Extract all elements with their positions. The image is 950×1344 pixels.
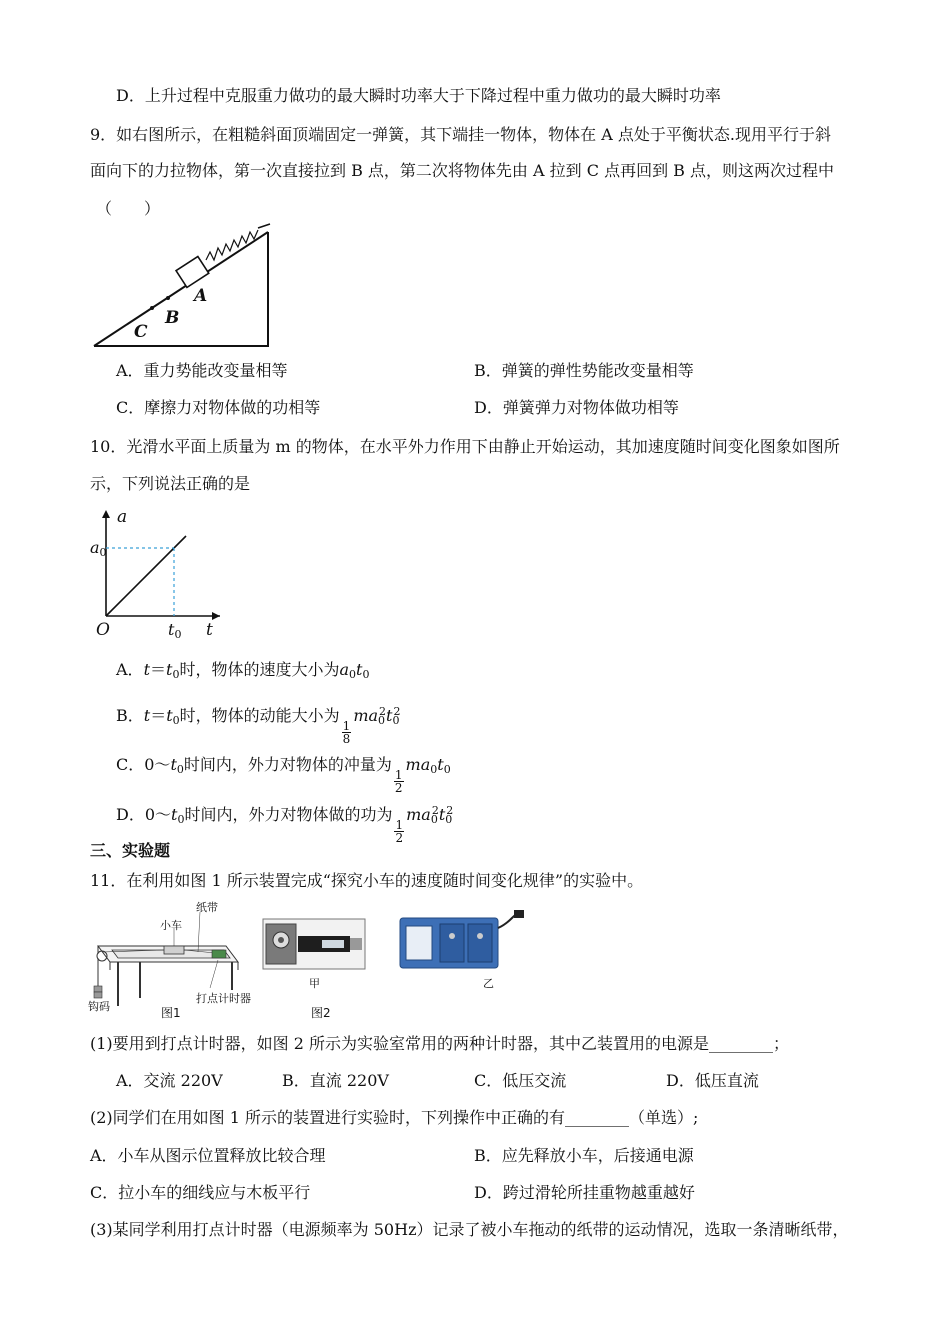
q9-option-a: A．重力势能改变量相等 bbox=[116, 361, 288, 380]
q10-y-axis-label: a bbox=[117, 507, 128, 527]
q11-part2-option-b: B．应先释放小车，后接通电源 bbox=[474, 1146, 694, 1165]
q11-fig1-label-cart: 小车 bbox=[160, 919, 182, 932]
q11-fig1-label-weight: 钩码 bbox=[88, 1000, 110, 1013]
q11-intro: 11．在利用如图 1 所示装置完成“探究小车的速度随时间变化规律”的实验中。 bbox=[90, 871, 644, 890]
q11-figure-2-yi-device bbox=[396, 908, 526, 972]
q11-fig2-label-jia: 甲 bbox=[309, 977, 320, 990]
q9-option-b: B．弹簧的弹性势能改变量相等 bbox=[474, 361, 694, 380]
q9-incline-figure bbox=[88, 222, 278, 352]
q11-fig2-caption: 图2 bbox=[311, 1006, 331, 1020]
q10-origin-label: O bbox=[96, 620, 110, 640]
q10-option-b: B．$t=t_0$时，物体的动能大小为 $\frac{1}{8}$ $ma_0^2t_0^2$ bbox=[116, 705, 401, 746]
q9-stem-line2: 面向下的力拉物体，第一次直接拉到 B 点，第二次将物体先由 A 拉到 C 点再回到 B 点，则这两次过程中 bbox=[90, 161, 835, 180]
q9-label-b: B bbox=[165, 308, 180, 328]
q9-label-a: A bbox=[194, 286, 208, 306]
q10-option-d: D．$0\sim t_0$时间内，外力对物体做的功为 $\frac{1}{2}$ $ma_0^2t_0^2$ bbox=[116, 804, 454, 845]
q11-part2-option-c: C．拉小车的细线应与木板平行 bbox=[90, 1183, 311, 1202]
q11-part2: (2)同学们在用如图 1 所示的装置进行实验时，下列操作中正确的有________（单选）; bbox=[90, 1108, 699, 1127]
q10-stem-line1: 10．光滑水平面上质量为 m 的物体，在水平外力作用下由静止开始运动，其加速度随时间变化图象如图所 bbox=[90, 437, 840, 456]
q11-fig1-label-tape: 纸带 bbox=[196, 901, 218, 914]
q11-part1: (1)要用到打点计时器，如图 2 所示为实验室常用的两种计时器，其中乙装置用的电源是________； bbox=[90, 1034, 790, 1053]
q11-fig1-caption: 图1 bbox=[161, 1006, 181, 1020]
q11-fig1-label-timer: 打点计时器 bbox=[196, 992, 251, 1005]
q8-option-d: D．上升过程中克服重力做功的最大瞬时功率大于下降过程中重力做功的最大瞬时功率 bbox=[116, 86, 721, 105]
q11-part1-option-d: D．低压直流 bbox=[666, 1071, 759, 1090]
q11-part1-option-b: B．直流 220V bbox=[282, 1071, 389, 1090]
q11-fig2-label-yi: 乙 bbox=[483, 977, 494, 990]
q9-label-c: C bbox=[134, 322, 148, 342]
q11-figure-2-jia-device bbox=[262, 918, 366, 970]
q11-part2-option-d: D．跨过滑轮所挂重物越重越好 bbox=[474, 1183, 695, 1202]
q11-part1-option-c: C．低压交流 bbox=[474, 1071, 567, 1090]
q10-x-axis-label: t bbox=[206, 620, 213, 640]
q9-stem-line1: 9．如右图所示，在粗糙斜面顶端固定一弹簧，其下端挂一物体，物体在 A 点处于平衡状态.现用平行于斜 bbox=[90, 125, 831, 144]
q10-option-a: A．$t=t_0$时，物体的速度大小为$a_0t_0$ bbox=[116, 660, 370, 681]
section-title-experiment: 三、实验题 bbox=[90, 841, 171, 860]
q9-option-d: D．弹簧弹力对物体做功相等 bbox=[474, 398, 679, 417]
q9-answer-blank: （ ） bbox=[96, 199, 161, 218]
q10-stem-line2: 示，下列说法正确的是 bbox=[90, 474, 251, 493]
q11-part2-option-a: A．小车从图示位置释放比较合理 bbox=[90, 1146, 326, 1165]
q10-option-c: C．$0\sim t_0$时间内，外力对物体的冲量为 $\frac{1}{2}$ $ma_0t_0$ bbox=[116, 755, 451, 795]
q11-part3: (3)某同学利用打点计时器（电源频率为 50Hz）记录了被小车拖动的纸带的运动情况，选取一条清晰纸带， bbox=[90, 1220, 849, 1239]
q11-part1-option-a: A．交流 220V bbox=[116, 1071, 223, 1090]
q9-option-c: C．摩擦力对物体做的功相等 bbox=[116, 398, 321, 417]
q10-y0-label: $a_0$ bbox=[90, 538, 107, 559]
q10-x0-label: $t_0$ bbox=[168, 620, 182, 641]
